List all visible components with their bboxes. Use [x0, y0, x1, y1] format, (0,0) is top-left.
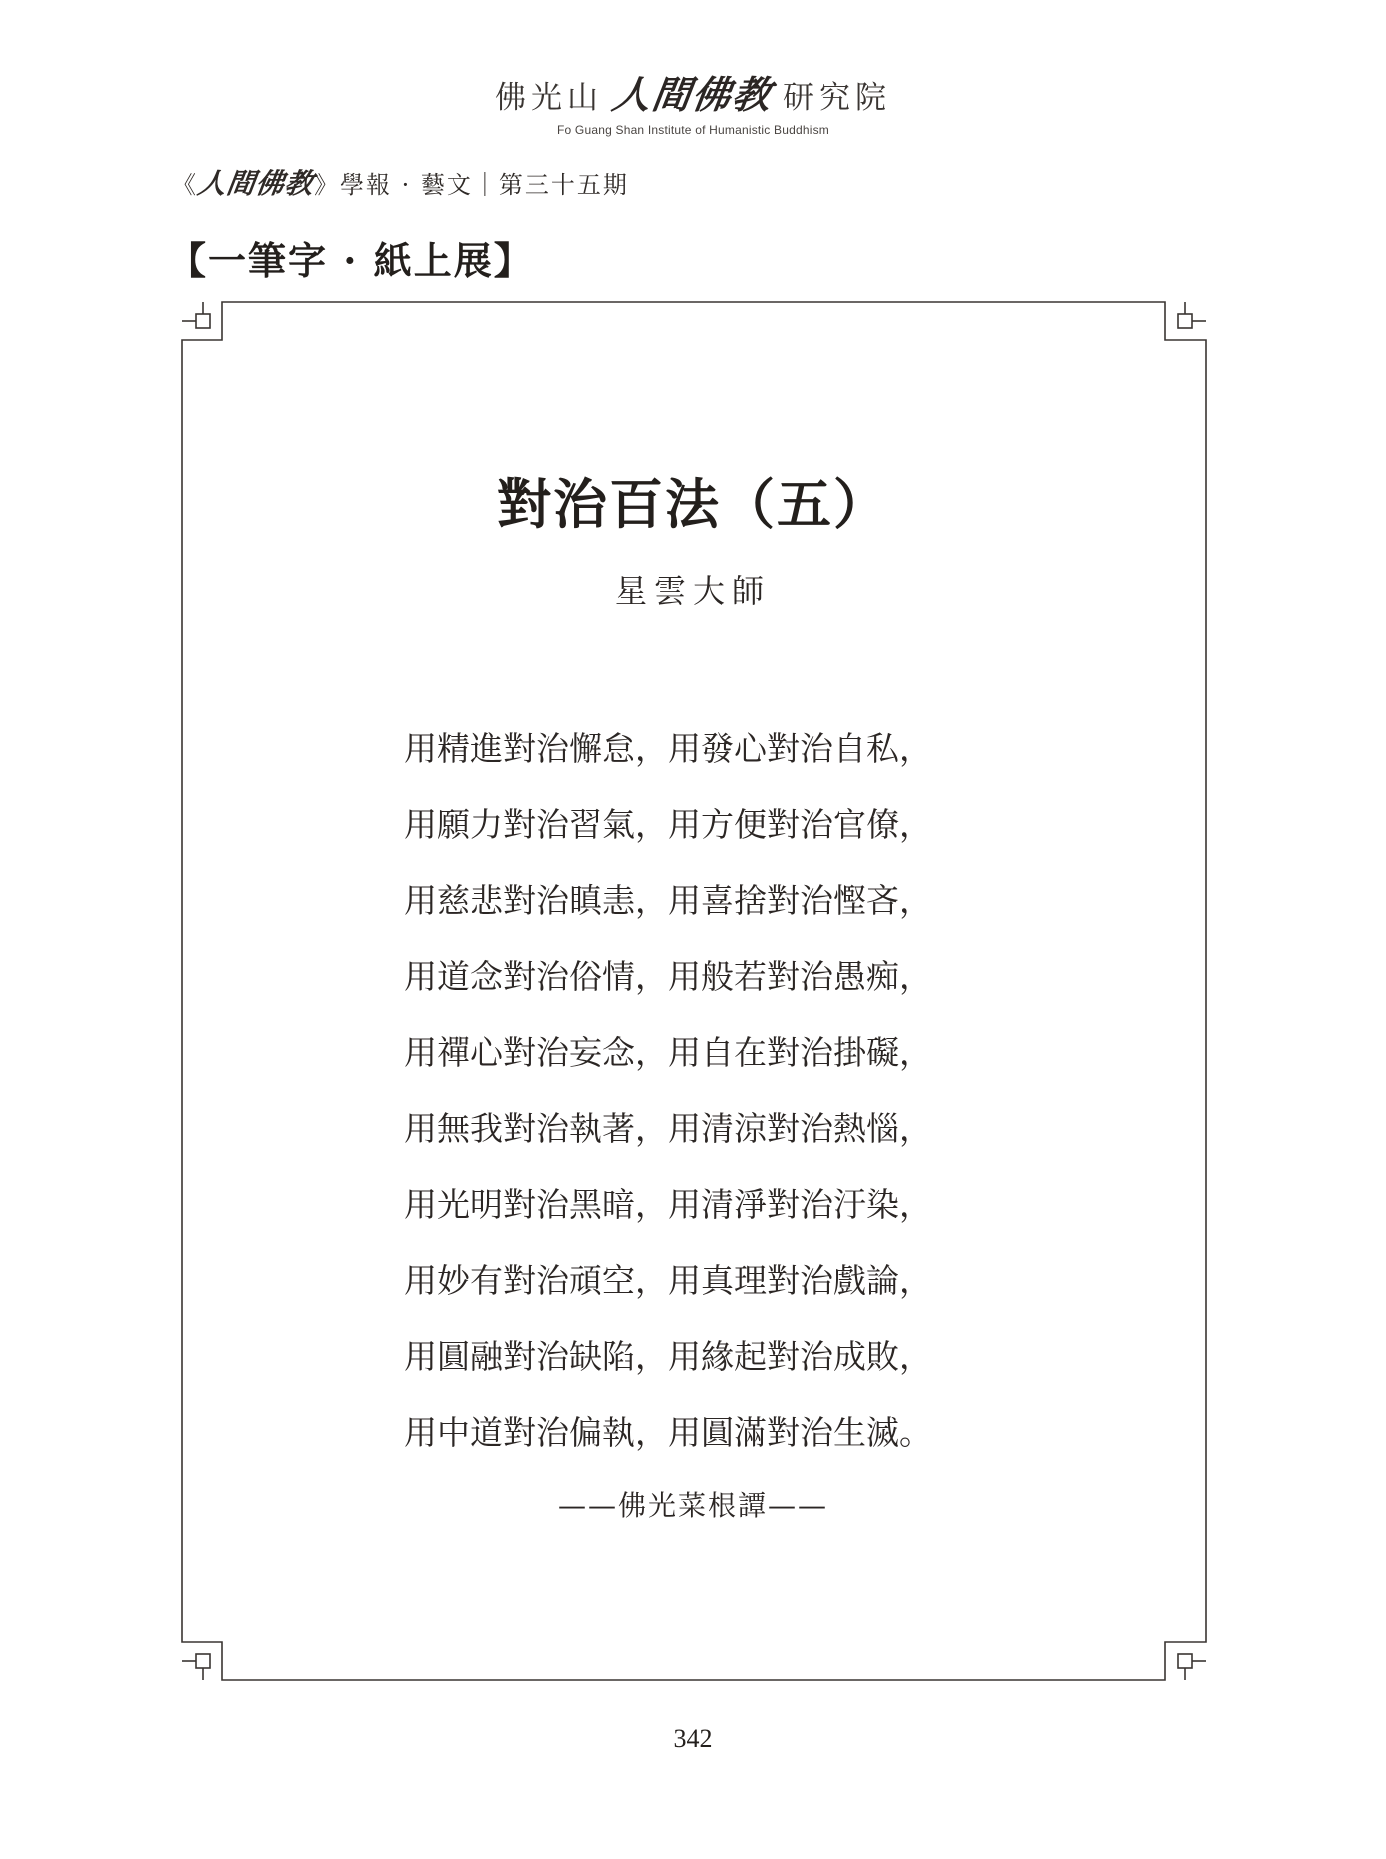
poem-line-7: 用光明對治黑暗，用清淨對治汙染， — [404, 1185, 932, 1224]
poem-line-4: 用道念對治俗情，用般若對治愚痴， — [404, 957, 932, 996]
frame-corner-top-left — [196, 314, 210, 328]
poem-title: 對治百法（五） — [497, 472, 889, 536]
header-logo-text: 人間佛教 — [609, 73, 776, 117]
poem-line-9: 用圓融對治缺陷，用緣起對治成敗， — [404, 1337, 932, 1376]
frame-corner-top-right — [1178, 314, 1192, 328]
journal-logo: 人間佛教 — [195, 167, 317, 200]
poem-source: ——佛光菜根譚—— — [557, 1489, 828, 1522]
section-heading: 【一筆字 · 紙上展】 — [168, 238, 534, 283]
frame-corner-bottom-right — [1178, 1654, 1192, 1668]
poem-line-10: 用中道對治偏執，用圓滿對治生滅。 — [404, 1413, 932, 1452]
poem-line-1: 用精進對治懈怠，用發心對治自私， — [404, 729, 932, 768]
poem-author: 星雲大師 — [614, 572, 771, 610]
poem-line-6: 用無我對治執著，用清涼對治熱惱， — [404, 1109, 932, 1148]
poem-line-3: 用慈悲對治瞋恚，用喜捨對治慳吝， — [404, 881, 932, 920]
page-number: 342 — [673, 1724, 713, 1753]
running-title-open-bracket: 《 — [172, 171, 198, 199]
poem-line-2: 用願力對治習氣，用方便對治官僚， — [404, 805, 932, 844]
poem-lines — [404, 722, 1004, 1482]
header-prefix: 佛光山 — [494, 80, 603, 116]
header-suffix: 研究院 — [783, 80, 891, 116]
frame-corner-bottom-left — [196, 1654, 210, 1668]
header-subtitle: Fo Guang Shan Institute of Humanistic Buddhism — [556, 123, 829, 137]
running-title-rest: 》學報 · 藝文｜第三十五期 — [314, 171, 629, 199]
poem-line-5: 用禪心對治妄念，用自在對治掛礙， — [404, 1033, 932, 1072]
poem-line-8: 用妙有對治頑空，用真理對治戲論， — [404, 1261, 932, 1300]
